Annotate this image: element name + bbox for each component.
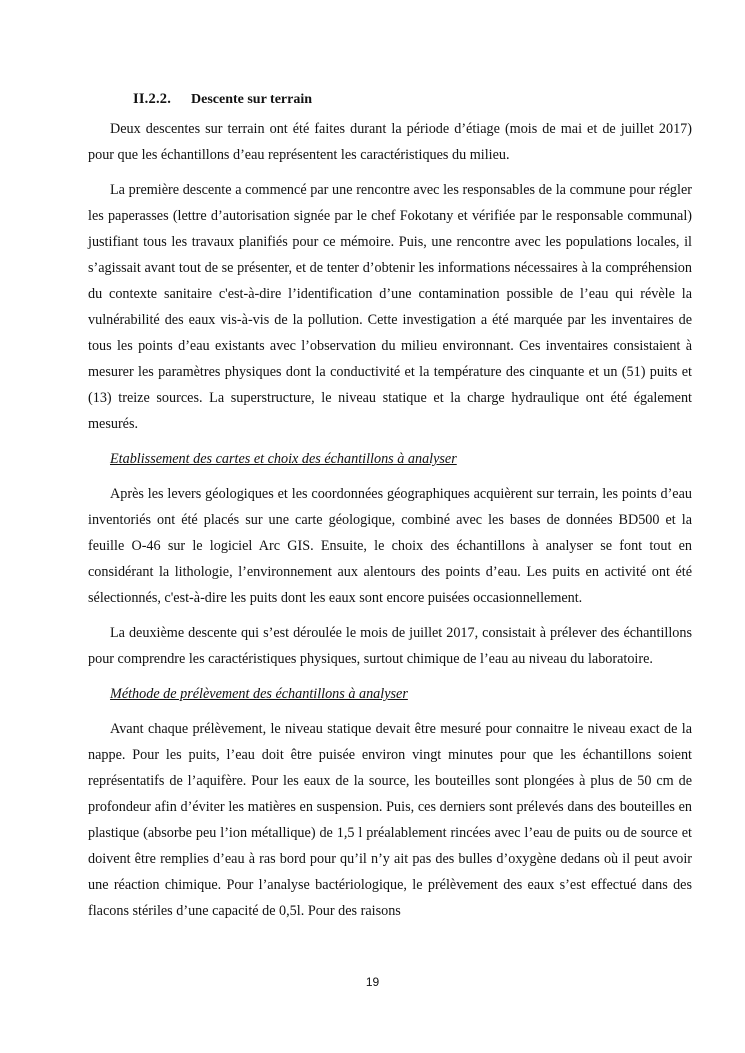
section-title: Descente sur terrain [191,92,313,107]
subheading-maps-selection: Etablissement des cartes et choix des échantillons à analyser [110,451,457,467]
paragraph-intro: Deux descentes sur terrain ont été faites durant la période d’étiage (mois de mai et de juillet 2017) pour que les échantillons d’eau représentent les caractéristiques du milieu. [88,121,692,163]
paragraph-first-descent: La première descente a commencé par une rencontre avec les responsables de la commune pour régler les paperasses (lettre d’autorisation signée par le chef Fokotany et vérifiée par le responsable communal) justifiant tous les travaux planifiés pour ce mémoire. Puis, une rencontre avec les populations locales, il s’agissait avant tout de se présenter, et de tenter d’obtenir les informations nécessaires à la compréhension du contexte sanitaire c'est-à-dire l’identification d’une contamination possible de l’eau qui révèle la vulnérabilité des eaux vis-à-vis de la pollution. Cette investigation a été marquée par les inventaires de tous les points d’eau existants avec l’observation du milieu environnant. Ces inventaires consistaient à mesurer les paramètres physiques dont la conductivité et la température des cinquante et un (51) puits et (13) treize sources. La superstructure, le niveau statique et la charge hydraulique ont été également mesurés. [88,182,692,432]
paragraph-second-descent: La deuxième descente qui s’est déroulée le mois de juillet 2017, consistait à prélever des échantillons pour comprendre les caractéristiques physiques, surtout chimique de l’eau au niveau du laboratoire. [88,625,692,667]
subheading-sampling-method: Méthode de prélèvement des échantillons à analyser [110,686,408,702]
paragraph-maps: Après les levers géologiques et les coordonnées géographiques acquièrent sur terrain, les points d’eau inventoriés ont été placés sur une carte géologique, combiné avec les bases de données BD500 et la feuille O-46 sur le logiciel Arc GIS. Ensuite, le choix des échantillons à analyser se font tout en considérant la lithologie, l’environnement aux alentours des points d’eau. Les puits en activité ont été sélectionnés, c'est-à-dire les puits dont les eaux sont encore puisées occasionnellement. [88,486,692,606]
body-text [88,116,692,924]
paragraph-sampling: Avant chaque prélèvement, le niveau statique devait être mesuré pour connaitre le niveau exact de la nappe. Pour les puits, l’eau doit être puisée environ vingt minutes pour que les échantillons soient représentatifs de l’aquifère. Pour les eaux de la source, les bouteilles sont plongées à plus de 50 cm de profondeur afin d’éviter les matières en suspension. Puis, ces derniers sont prélevés dans des bouteilles en plastique (absorbe peu l’ion métallique) de 1,5 l préalablement rincées avec l’eau de puits ou de source et doivent être remplies d’eau à ras bord pour qu’il n’y ait pas des bulles d’oxygène dedans où il peut avoir une réaction chimique. Pour l’analyse bactériologique, le prélèvement des eaux s’est effectué dans des flacons stériles d’une capacité de 0,5l. Pour des raisons [88,721,692,919]
page-number: 19 [365,975,380,989]
section-heading [133,89,312,110]
section-number: II.2.2. [133,91,172,107]
